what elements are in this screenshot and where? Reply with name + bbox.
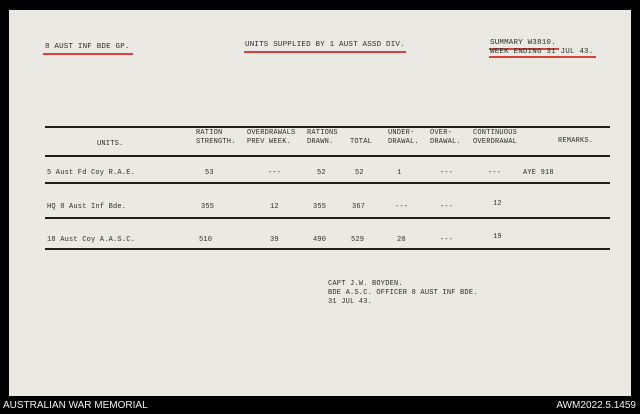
- col-header-remarks: REMARKS.: [558, 137, 594, 145]
- header-title: UNITS SUPPLIED BY 1 AUST ASSD DIV.: [245, 41, 405, 49]
- table-cell-overdrawals-prev: 39: [270, 236, 279, 244]
- col-header-overdrawal: OVER-: [430, 129, 453, 137]
- table-cell-unit: 5 Aust Fd Coy R.A.E.: [47, 169, 136, 177]
- signature-title: BDE A.S.C. OFFICER 8 AUST INF BDE.: [328, 289, 478, 297]
- table-cell-continuous: 19: [493, 233, 502, 241]
- table-cell-rations-drawn: 490: [313, 236, 327, 244]
- table-cell-unit: HQ 8 Aust Inf Bde.: [47, 203, 127, 211]
- table-cell-overdrawal: ---: [440, 236, 454, 244]
- table-cell-total: 52: [355, 169, 364, 177]
- table-cell-remarks: AYE 918: [523, 169, 554, 177]
- col-header-overdrawal: DRAWAL.: [430, 138, 461, 146]
- col-header-continuous: OVERDRAWAL: [473, 138, 518, 146]
- table-top-rule: [45, 126, 610, 128]
- col-header-underdrawal: DRAWAL.: [388, 138, 419, 146]
- table-cell-continuous: 12: [493, 200, 502, 208]
- table-cell-underdrawal: 20: [397, 236, 406, 244]
- table-cell-ration-strength: 53: [205, 169, 214, 177]
- table-cell-rations-drawn: 52: [317, 169, 326, 177]
- table-cell-total: 529: [351, 236, 365, 244]
- table-cell-overdrawals-prev: 12: [270, 203, 279, 211]
- header-week-ending: WEEK ENDING 31 JUL 43.: [490, 48, 594, 56]
- table-header-rule: [45, 155, 610, 157]
- table-cell-total: 367: [352, 203, 366, 211]
- col-header-underdrawal: UNDER-: [388, 129, 415, 137]
- table-row-rule: [45, 182, 610, 184]
- table-cell-ration-strength: 510: [199, 236, 213, 244]
- col-header-ration-strength: RATION: [196, 129, 223, 137]
- col-header-overdrawals: PREV WEEK.: [247, 138, 292, 146]
- header-summary: SUMMARY W3810.: [490, 39, 556, 47]
- col-header-units: UNITS.: [97, 140, 124, 148]
- signature-date: 31 JUL 43.: [328, 298, 373, 306]
- col-header-overdrawals: OVERDRAWALS: [247, 129, 296, 137]
- footer-accession-number: AWM2022.5.1459: [556, 400, 636, 411]
- red-underline: [244, 51, 406, 53]
- table-cell-unit: 18 Aust Coy A.A.S.C.: [47, 236, 136, 244]
- footer-institution: AUSTRALIAN WAR MEMORIAL: [3, 400, 148, 411]
- table-cell-overdrawals-prev: ---: [268, 169, 282, 177]
- table-cell-underdrawal: 1: [397, 169, 402, 177]
- header-unit-group: 8 AUST INF BDE GP.: [45, 43, 130, 51]
- table-cell-overdrawal: ---: [440, 203, 454, 211]
- red-underline: [489, 56, 596, 58]
- signature-name: CAPT J.W. BOYDEN.: [328, 280, 403, 288]
- table-cell-underdrawal: ---: [395, 203, 409, 211]
- col-header-ration-strength: STRENGTH.: [196, 138, 236, 146]
- table-bottom-rule: [45, 248, 610, 250]
- table-cell-ration-strength: 355: [201, 203, 215, 211]
- col-header-rations-drawn: DRAWN.: [307, 138, 334, 146]
- table-row-rule: [45, 217, 610, 219]
- table-cell-continuous: ---: [488, 169, 502, 177]
- red-underline: [43, 53, 133, 55]
- col-header-total: TOTAL: [350, 138, 373, 146]
- col-header-rations-drawn: RATIONS: [307, 129, 338, 137]
- table-cell-rations-drawn: 355: [313, 203, 327, 211]
- table-cell-overdrawal: ---: [440, 169, 454, 177]
- col-header-continuous: CONTINUOUS: [473, 129, 518, 137]
